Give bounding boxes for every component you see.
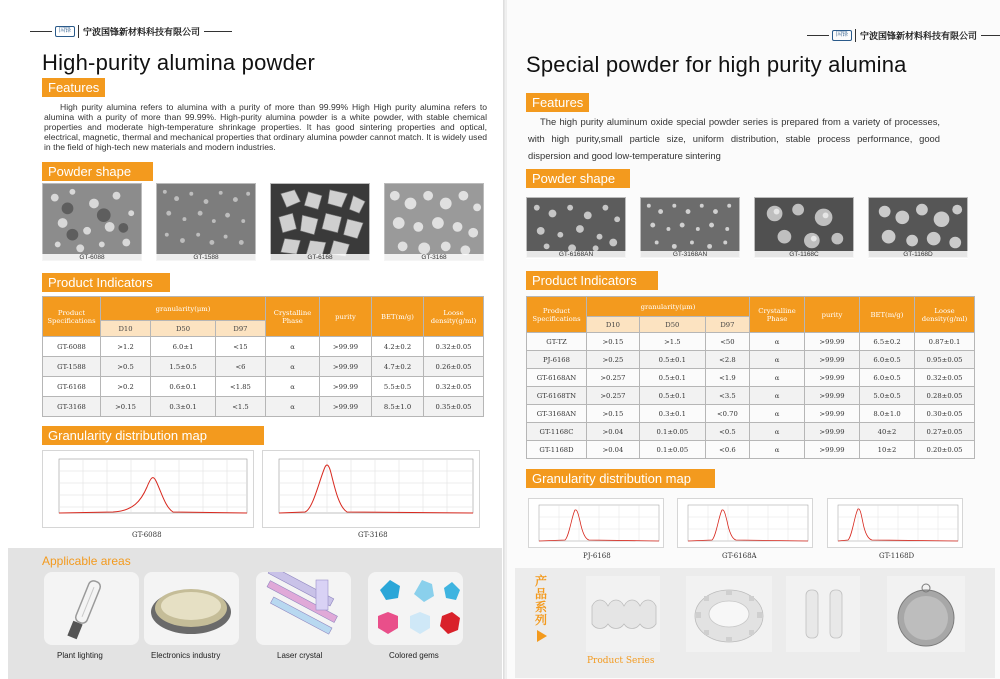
col-header-density: Loose density(g/ml) bbox=[424, 297, 484, 337]
product-image bbox=[887, 576, 965, 652]
table-cell: <1.85 bbox=[215, 377, 265, 397]
table-cell: >0.25 bbox=[587, 351, 640, 369]
col-header-granularity: granularity(μm) bbox=[101, 297, 266, 321]
table-cell: >1.2 bbox=[101, 337, 151, 357]
table-cell: α bbox=[750, 351, 805, 369]
sem-image bbox=[640, 197, 740, 258]
sem-image bbox=[384, 183, 484, 261]
page-title: Special powder for high purity alumina bbox=[526, 52, 907, 77]
table-row bbox=[43, 397, 484, 417]
crystal-rods-icon bbox=[256, 572, 351, 645]
granularity-chart bbox=[262, 450, 480, 528]
table-row bbox=[527, 333, 975, 351]
chart-caption: PJ-6168 bbox=[583, 552, 611, 560]
product-indicators-heading: Product Indicators bbox=[42, 273, 170, 292]
table-cell: >99.99 bbox=[805, 405, 860, 423]
table-cell: GT-1588 bbox=[43, 357, 101, 377]
col-header-d50: D50 bbox=[151, 321, 216, 337]
distribution-curve-chart bbox=[828, 499, 962, 547]
image-caption: GT-1168D bbox=[868, 251, 968, 259]
col-header-d97: D97 bbox=[705, 317, 749, 333]
application-image bbox=[368, 572, 463, 645]
powder-shape-heading: Powder shape bbox=[42, 162, 153, 181]
table-cell: >99.99 bbox=[805, 423, 860, 441]
table-cell: <15 bbox=[215, 337, 265, 357]
table-cell: <6 bbox=[215, 357, 265, 377]
header-line bbox=[30, 31, 52, 32]
sem-micrograph-icon bbox=[640, 197, 740, 258]
table-cell: GT-6168TN bbox=[527, 387, 587, 405]
table-cell: 6.0±1 bbox=[151, 337, 216, 357]
table-cell: α bbox=[750, 333, 805, 351]
table-row bbox=[43, 377, 484, 397]
col-header-d10: D10 bbox=[101, 321, 151, 337]
sem-micrograph-icon bbox=[754, 197, 854, 258]
table-cell: >0.257 bbox=[587, 387, 640, 405]
col-header-phase: Crystalline Phase bbox=[750, 297, 805, 333]
application-image bbox=[256, 572, 351, 645]
sem-image bbox=[868, 197, 968, 258]
play-arrow-icon bbox=[537, 630, 547, 642]
lamp-icon bbox=[44, 572, 139, 645]
company-header-right bbox=[807, 28, 1000, 42]
product-image bbox=[586, 576, 660, 652]
image-caption: GT-1588 bbox=[156, 254, 256, 262]
table-cell: α bbox=[750, 441, 805, 459]
table-cell: 8.0±1.0 bbox=[860, 405, 915, 423]
table-cell: 0.5±0.1 bbox=[639, 369, 705, 387]
table-cell: 0.5±0.1 bbox=[639, 351, 705, 369]
sem-image bbox=[42, 183, 142, 261]
col-header-spec: Product Specifications bbox=[527, 297, 587, 333]
table-cell: 0.32±0.05 bbox=[424, 337, 484, 357]
table-cell: >99.99 bbox=[805, 369, 860, 387]
col-header-d50: D50 bbox=[639, 317, 705, 333]
table-row bbox=[527, 369, 975, 387]
table-cell: >0.15 bbox=[587, 333, 640, 351]
ceramic-gear-icon bbox=[686, 576, 772, 652]
ceramic-teeth-icon bbox=[586, 576, 660, 652]
sem-image bbox=[754, 197, 854, 258]
image-caption: GT-3168AN bbox=[640, 251, 740, 259]
table-cell: GT-TZ bbox=[527, 333, 587, 351]
col-header-bet: BET(m/g) bbox=[372, 297, 424, 337]
table-cell: α bbox=[266, 337, 320, 357]
table-cell: 0.32±0.05 bbox=[424, 377, 484, 397]
col-header-granularity: granularity(μm) bbox=[587, 297, 750, 317]
table-cell: GT-1168D bbox=[527, 441, 587, 459]
image-caption: GT-3168 bbox=[384, 254, 484, 262]
table-cell: 10±2 bbox=[860, 441, 915, 459]
table-cell: α bbox=[266, 397, 320, 417]
table-row bbox=[527, 387, 975, 405]
table-row bbox=[43, 357, 484, 377]
application-caption: Colored gems bbox=[389, 651, 439, 660]
sem-micrograph-icon bbox=[526, 197, 626, 258]
table-cell: 0.20±0.05 bbox=[915, 441, 975, 459]
table-cell: PJ-6168 bbox=[527, 351, 587, 369]
image-caption: GT-6168 bbox=[270, 254, 370, 262]
features-text: High purity alumina refers to alumina with a purity of more than 99.99% High High purity alumina refers to alumina with a purity of more than 99.99%. High-purity alumina powder is a white powder, with stable chemical properties and moderate high-temperature shrinkage properties. It has good sintering properties and optical, electrical, magnetic, thermal and mechanical properties that ordinary alumina powder cannot match. It is widely used in the field of high-tech new materials and modern industries. bbox=[44, 102, 487, 152]
granularity-chart bbox=[42, 450, 254, 528]
table-cell: 0.1±0.05 bbox=[639, 423, 705, 441]
table-cell: 0.26±0.05 bbox=[424, 357, 484, 377]
product-image bbox=[686, 576, 772, 652]
medal-icon bbox=[887, 576, 965, 652]
granularity-chart bbox=[827, 498, 963, 548]
table-cell: >0.04 bbox=[587, 423, 640, 441]
table-cell: α bbox=[266, 357, 320, 377]
table-cell: >0.15 bbox=[101, 397, 151, 417]
table-cell: <2.8 bbox=[705, 351, 749, 369]
distribution-curve-chart bbox=[678, 499, 812, 547]
table-cell: >0.5 bbox=[101, 357, 151, 377]
features-text: The high purity aluminum oxide special powder series is prepared from a variety of processes, with high purity,small particle size, uniform distribution, stable process performance, good dispersion and good low-temperature sintering bbox=[528, 116, 940, 161]
distribution-curve-chart bbox=[263, 451, 479, 527]
company-logo: 国锋 bbox=[832, 30, 852, 41]
table-cell: 4.7±0.2 bbox=[372, 357, 424, 377]
table-cell: >1.5 bbox=[639, 333, 705, 351]
col-header-d97: D97 bbox=[215, 321, 265, 337]
table-row bbox=[527, 441, 975, 459]
table-cell: GT-6168 bbox=[43, 377, 101, 397]
application-image bbox=[44, 572, 139, 645]
application-caption: Electronics industry bbox=[151, 651, 221, 660]
gems-icon bbox=[368, 572, 463, 645]
company-name: 宁波国锋新材料科技有限公司 bbox=[78, 25, 204, 38]
spec-table bbox=[526, 296, 975, 459]
table-row bbox=[527, 423, 975, 441]
image-caption: GT-6168AN bbox=[526, 251, 626, 259]
header-line bbox=[807, 35, 829, 36]
sem-image bbox=[270, 183, 370, 261]
col-header-spec: Product Specifications bbox=[43, 297, 101, 337]
features-heading: Features bbox=[42, 78, 105, 97]
product-series-caption: Product Series bbox=[587, 656, 655, 666]
table-cell: 0.95±0.05 bbox=[915, 351, 975, 369]
table-cell: 6.5±0.2 bbox=[860, 333, 915, 351]
chart-caption: GT-6168A bbox=[722, 552, 757, 560]
wafer-icon bbox=[144, 572, 239, 645]
distribution-curve-chart bbox=[43, 451, 253, 527]
chart-caption: GT-3168 bbox=[358, 531, 388, 539]
table-cell: 8.5±1.0 bbox=[372, 397, 424, 417]
spec-table bbox=[42, 296, 484, 417]
table-row bbox=[527, 405, 975, 423]
company-header-left bbox=[30, 24, 232, 38]
table-cell: 40±2 bbox=[860, 423, 915, 441]
granularity-chart bbox=[677, 498, 813, 548]
col-header-purity: purity bbox=[805, 297, 860, 333]
table-cell: GT-6168AN bbox=[527, 369, 587, 387]
ceramic-rods-icon bbox=[786, 576, 860, 652]
table-cell: <0.6 bbox=[705, 441, 749, 459]
chart-caption: GT-1168D bbox=[879, 552, 915, 560]
table-cell: 0.32±0.05 bbox=[915, 369, 975, 387]
features-heading: Features bbox=[526, 93, 589, 112]
table-cell: 0.1±0.05 bbox=[639, 441, 705, 459]
sem-micrograph-icon bbox=[384, 183, 484, 261]
table-cell: <0.5 bbox=[705, 423, 749, 441]
col-header-bet: BET(m/g) bbox=[860, 297, 915, 333]
table-cell: α bbox=[750, 423, 805, 441]
product-series-vertical-label: 产品系列 bbox=[534, 574, 547, 627]
table-cell: 6.0±0.5 bbox=[860, 351, 915, 369]
table-cell: α bbox=[750, 369, 805, 387]
sem-micrograph-icon bbox=[42, 183, 142, 261]
table-cell: GT-3168 bbox=[43, 397, 101, 417]
sem-micrograph-icon bbox=[156, 183, 256, 261]
col-header-purity: purity bbox=[320, 297, 372, 337]
table-cell: >99.99 bbox=[805, 333, 860, 351]
image-caption: GT-6088 bbox=[42, 254, 142, 262]
col-header-phase: Crystalline Phase bbox=[266, 297, 320, 337]
table-cell: GT-3168AN bbox=[527, 405, 587, 423]
sem-image bbox=[156, 183, 256, 261]
product-indicators-heading: Product Indicators bbox=[526, 271, 658, 290]
sem-image bbox=[526, 197, 626, 258]
table-cell: 0.87±0.1 bbox=[915, 333, 975, 351]
page-title: High-purity alumina powder bbox=[42, 50, 315, 75]
table-row bbox=[527, 351, 975, 369]
table-cell: 0.3±0.1 bbox=[151, 397, 216, 417]
applicable-areas-heading: Applicable areas bbox=[42, 554, 131, 568]
table-cell: >99.99 bbox=[320, 377, 372, 397]
table-cell: 5.5±0.5 bbox=[372, 377, 424, 397]
table-cell: >0.257 bbox=[587, 369, 640, 387]
chart-caption: GT-6088 bbox=[132, 531, 162, 539]
table-cell: 0.30±0.05 bbox=[915, 405, 975, 423]
image-caption: GT-1168C bbox=[754, 251, 854, 259]
table-cell: >99.99 bbox=[805, 351, 860, 369]
table-cell: 0.6±0.1 bbox=[151, 377, 216, 397]
table-cell: 0.35±0.05 bbox=[424, 397, 484, 417]
table-cell: >0.04 bbox=[587, 441, 640, 459]
granularity-heading: Granularity distribution map bbox=[526, 469, 715, 488]
col-header-d10: D10 bbox=[587, 317, 640, 333]
table-cell: <3.5 bbox=[705, 387, 749, 405]
header-line bbox=[981, 35, 1000, 36]
table-cell: <1.5 bbox=[215, 397, 265, 417]
table-cell: <50 bbox=[705, 333, 749, 351]
table-cell: 0.3±0.1 bbox=[639, 405, 705, 423]
table-cell: α bbox=[266, 377, 320, 397]
application-caption: Laser crystal bbox=[277, 651, 323, 660]
granularity-heading: Granularity distribution map bbox=[42, 426, 264, 445]
table-cell: GT-6088 bbox=[43, 337, 101, 357]
company-logo: 国锋 bbox=[55, 26, 75, 37]
table-cell: 0.27±0.05 bbox=[915, 423, 975, 441]
table-cell: >0.2 bbox=[101, 377, 151, 397]
sem-micrograph-icon bbox=[270, 183, 370, 261]
table-cell: 0.28±0.05 bbox=[915, 387, 975, 405]
table-row bbox=[43, 337, 484, 357]
table-cell: 4.2±0.2 bbox=[372, 337, 424, 357]
sem-micrograph-icon bbox=[868, 197, 968, 258]
powder-shape-heading: Powder shape bbox=[526, 169, 630, 188]
application-caption: Plant lighting bbox=[57, 651, 103, 660]
col-header-density: Loose density(g/ml) bbox=[915, 297, 975, 333]
company-name: 宁波国锋新材料科技有限公司 bbox=[855, 29, 981, 42]
application-image bbox=[144, 572, 239, 645]
header-line bbox=[204, 31, 232, 32]
table-cell: 0.5±0.1 bbox=[639, 387, 705, 405]
table-cell: <1.9 bbox=[705, 369, 749, 387]
table-cell: α bbox=[750, 387, 805, 405]
distribution-curve-chart bbox=[529, 499, 663, 547]
granularity-chart bbox=[528, 498, 664, 548]
table-cell: >99.99 bbox=[805, 441, 860, 459]
table-cell: α bbox=[750, 405, 805, 423]
table-cell: >99.99 bbox=[320, 337, 372, 357]
product-image bbox=[786, 576, 860, 652]
table-cell: >0.15 bbox=[587, 405, 640, 423]
table-cell: 1.5±0.5 bbox=[151, 357, 216, 377]
table-cell: <0.70 bbox=[705, 405, 749, 423]
table-cell: 5.0±0.5 bbox=[860, 387, 915, 405]
table-cell: GT-1168C bbox=[527, 423, 587, 441]
table-cell: >99.99 bbox=[320, 397, 372, 417]
table-cell: >99.99 bbox=[320, 357, 372, 377]
table-cell: >99.99 bbox=[805, 387, 860, 405]
table-cell: 6.0±0.5 bbox=[860, 369, 915, 387]
